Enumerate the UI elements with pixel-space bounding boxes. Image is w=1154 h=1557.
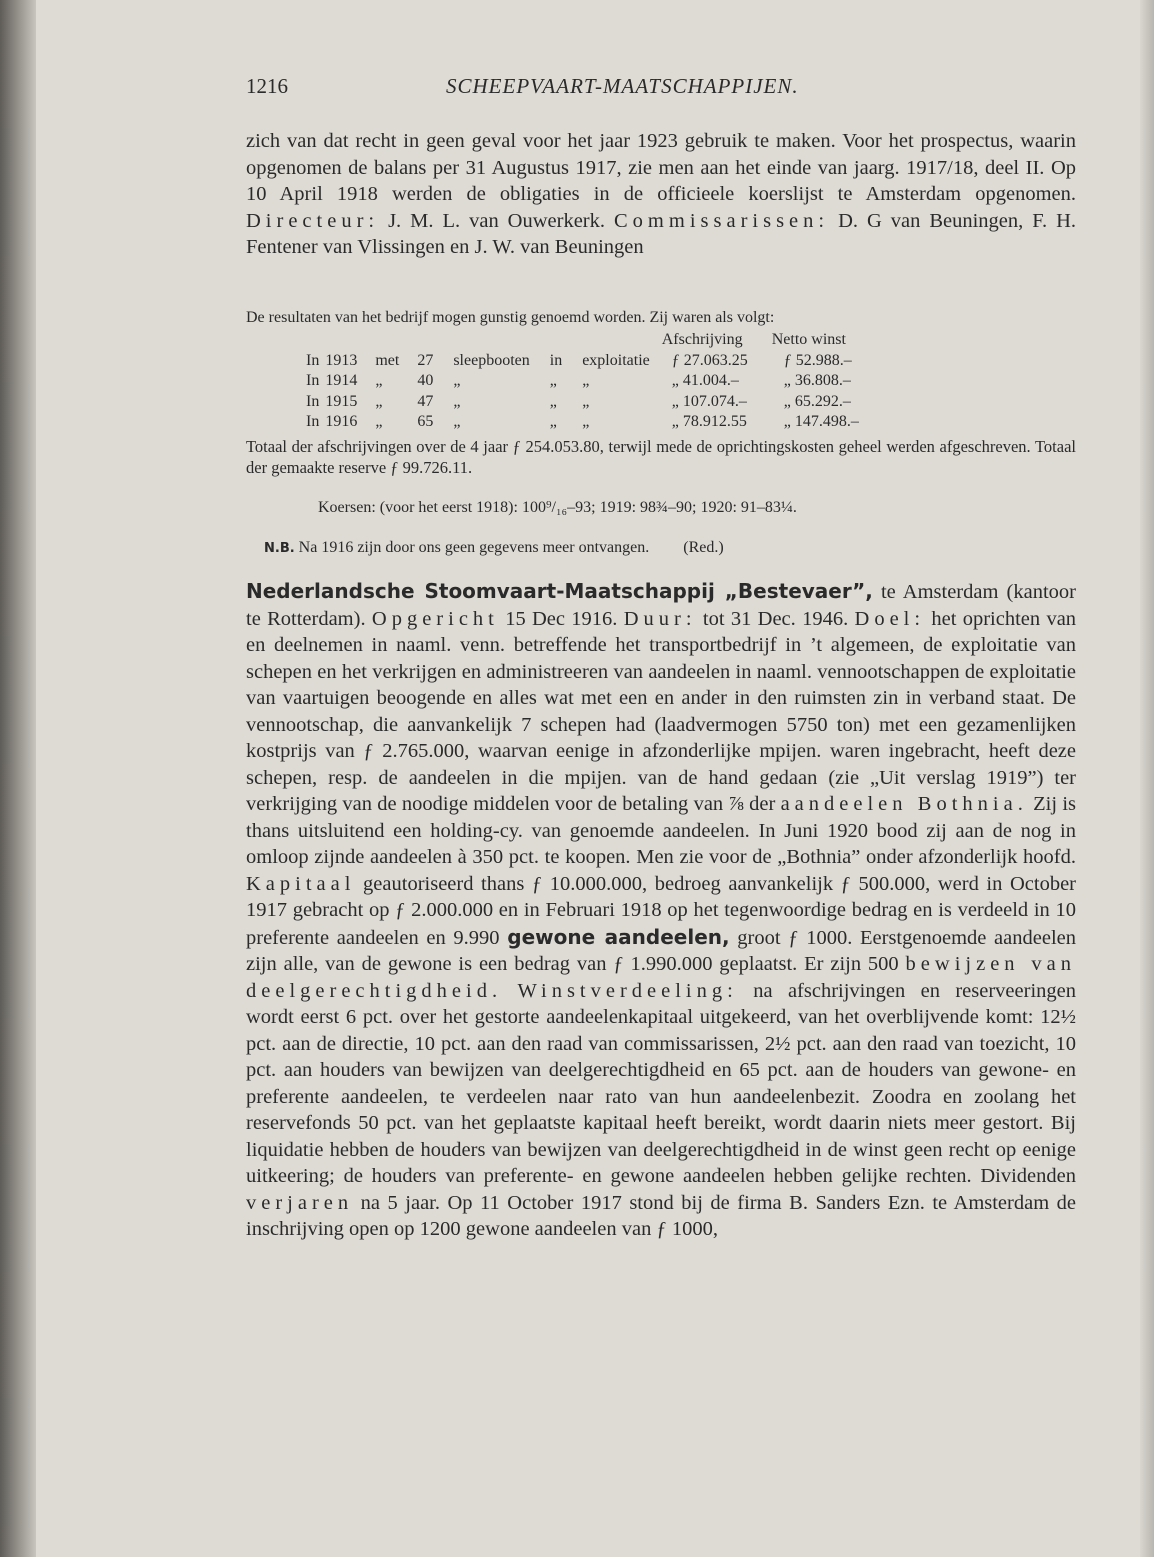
table-cell-year: 1916 bbox=[325, 413, 358, 430]
final-text: na 5 jaar. Op 11 October 1917 stond bij de firma B. Sanders Ezn. te Amsterdam de inschrijving open op 1200 gewone aandeelen van ƒ 1000, bbox=[246, 1191, 1077, 1240]
article-paragraph bbox=[246, 578, 1076, 1243]
gewone-rest: groot ƒ 1000. Eerstgenoemde aandeelen zijn alle, van de gewone is een bedrag van ƒ 1.990.000 geplaatst. Er zijn 500 bbox=[246, 926, 1076, 975]
table-cell-in2: „ bbox=[549, 372, 557, 389]
table-cell-year: 1914 bbox=[325, 372, 358, 389]
book-binding-shadow bbox=[0, 0, 36, 1557]
kapitaal-value: geautoriseerd thans ƒ 10.000.000, bedroeg aanvankelijk ƒ 500.000, werd in October 1917 gebracht op ƒ 2.000.000 en in Februari 1918 op het tegenwoordige bedrag en is verdeeld in 10 preferente aandeelen en 9.990 bbox=[246, 872, 1076, 949]
table-cell-met: „ bbox=[375, 413, 383, 430]
table-cell-afschr: „ 78.912.55 bbox=[671, 413, 747, 430]
table-cell-netto: „ 36.808.– bbox=[783, 372, 851, 389]
company-location: te Amsterdam (kantoor te Rotterdam). bbox=[246, 581, 1076, 630]
nb-red: (Red.) bbox=[683, 539, 724, 556]
table-cell-in: In bbox=[306, 372, 320, 389]
table-row bbox=[306, 392, 865, 413]
table-cell-expl: exploitatie bbox=[582, 351, 650, 369]
table-cell-netto: „ 65.292.– bbox=[783, 392, 851, 410]
table-row bbox=[306, 371, 865, 392]
duur-value: tot 31 Dec. 1946. bbox=[702, 607, 849, 630]
col-afschrijving: Afschrijving bbox=[661, 331, 743, 348]
table-cell-in: In bbox=[306, 351, 320, 369]
gewone-aandeelen: gewone aandeelen, bbox=[507, 924, 730, 949]
duur-label: Duur: bbox=[623, 607, 697, 630]
running-header bbox=[246, 74, 1076, 106]
table-cell-in: In bbox=[306, 413, 320, 430]
bothnia-spaced: aandeelen Bothnia. bbox=[780, 793, 1028, 815]
table-row bbox=[306, 351, 865, 372]
table-cell-expl: „ bbox=[582, 413, 590, 430]
nb-line bbox=[264, 538, 1064, 559]
table-cell-year: 1913 bbox=[325, 351, 358, 369]
table-cell-afschr: ƒ 27.063.25 bbox=[671, 351, 748, 369]
table-cell-afschr: „ 41.004.– bbox=[671, 372, 739, 389]
table-cell-in: In bbox=[306, 392, 320, 410]
doel-value: het oprichten van en deelnemen in naaml. venn. betreffende het transportbedrijf in ’t algemeen, de exploitatie van schepen en het verkrijgen en administreeren van aandeelen in naaml. vennootschappen de exploitatie van vaartuigen beoogende en alles wat met een en ander in den ruimsten zin in verband staat. De vennootschap, die aanvankelijk 7 schepen had (laadvermogen 5750 ton) met een gezamenlijken kostprijs van ƒ 2.765.000, waarvan eenige in afzonderlijke mpijen. waren ingebracht, heeft deze schepen, resp. de aandeelen in die mpijen. van de hand gedaan (zie „Uit verslag 1919”) ter verkrijging van de noodige middelen voor de betaling van ⅞ der bbox=[246, 607, 1077, 815]
table-cell-afschr: „ 107.074.– bbox=[671, 392, 747, 410]
opgericht-label: Opgericht bbox=[371, 607, 499, 630]
holding-text: Zij is thans uitsluitend een holding-cy. van genoemde aandeelen. In Juni 1920 bood zij aan de nog in omloop zijnde aandeelen à 350 pct. te koopen. Men zie voor de „Bothnia” onder afzonderlijk hoofd. bbox=[246, 793, 1076, 868]
table-cell-boats: „ bbox=[453, 413, 461, 430]
doel-label: Doel: bbox=[854, 607, 926, 630]
results-body bbox=[306, 351, 865, 433]
table-cell-met: „ bbox=[375, 372, 383, 389]
commissarissen-value: D. G van Beuningen, F. H. Fentener van Vlissingen en J. W. van Beuningen bbox=[246, 209, 1077, 258]
col-netto-winst: Netto winst bbox=[771, 331, 846, 348]
intro-paragraph bbox=[246, 128, 1076, 261]
table-cell-boats: sleepbooten bbox=[453, 351, 530, 369]
commissarissen-label: Commissarissen: bbox=[614, 209, 830, 232]
directeur-label: Directeur: bbox=[246, 209, 380, 232]
results-header-row bbox=[306, 330, 865, 351]
table-cell-count: 27 bbox=[417, 351, 434, 369]
results-lead: De resultaten van het bedrijf mogen gunstig genoemd worden. Zij waren als volgt: bbox=[246, 309, 775, 326]
table-cell-in2: in bbox=[549, 351, 563, 369]
opgericht-value: 15 Dec 1916. bbox=[505, 607, 618, 630]
page-number: 1216 bbox=[246, 74, 288, 98]
results-table bbox=[306, 330, 865, 433]
kapitaal-label: Kapitaal bbox=[246, 872, 356, 895]
winstverdeeling-value: na afschrijvingen en reserveeringen wordt eerst 6 pct. over het gestorte aandeelenkapitaal uitgekeerd, van het overblijvende komt: 12½ pct. aan de directie, 10 pct. aan den raad van commissarissen, 2½ pct. aan den raad van toezicht, 10 pct. aan houders van bewijzen van deelgerechtigdheid en 65 pct. aan de houders van gewone- en preferente aandeelen, te verdeelen naar rato van hun aandeelenbezit. Zoodra en zoolang het reservefonds 50 pct. van het geplaatste kapitaal heeft bereikt, wordt daarin niets meer gestort. Bij liquidatie hebben de houders van bewijzen van deelgerechtigdheid in de winst geen recht op eenige uitkeering; de houders van preferente- en gewone aandeelen hebben gelijke rechten. Dividenden bbox=[246, 979, 1076, 1187]
table-row bbox=[306, 412, 865, 433]
verjaren-label: verjaren bbox=[246, 1191, 354, 1214]
table-cell-expl: „ bbox=[582, 372, 590, 389]
directeur-value: J. M. L. van Ouwerkerk. bbox=[388, 209, 606, 232]
table-cell-boats: „ bbox=[453, 372, 461, 389]
table-cell-in2: „ bbox=[549, 413, 557, 430]
running-title: SCHEEPVAART-MAATSCHAPPIJEN. bbox=[446, 74, 799, 98]
table-cell-netto: ƒ 52.988.– bbox=[783, 351, 852, 369]
table-cell-year: 1915 bbox=[325, 392, 358, 410]
nb-label: N.B. bbox=[264, 541, 295, 556]
page-edge bbox=[1140, 0, 1154, 1557]
table-cell-in2: „ bbox=[549, 392, 557, 410]
table-cell-met: „ bbox=[375, 392, 383, 410]
table-cell-count: 40 bbox=[417, 372, 434, 389]
book-page bbox=[36, 0, 1140, 1557]
company-name: Nederlandsche Stoomvaart-Maatschappij „Bestevaer”, bbox=[246, 579, 873, 603]
koersen-line: Koersen: (voor het eerst 1918): 100⁹/₁₆–93; 1919: 98¾–90; 1920: 91–83¼. bbox=[318, 499, 797, 516]
table-cell-count: 65 bbox=[417, 413, 434, 430]
nb-text: Na 1916 zijn door ons geen gegevens meer ontvangen. bbox=[298, 539, 650, 556]
table-cell-boats: „ bbox=[453, 392, 461, 410]
table-cell-met: met bbox=[375, 351, 400, 369]
bewijzen-label: bewijzen van deelgerechtigdheid. bbox=[246, 953, 1076, 1002]
table-cell-expl: „ bbox=[582, 392, 590, 410]
totaal-paragraph: Totaal der afschrijvingen over de 4 jaar ƒ 254.053.80, terwijl mede de oprichtingskosten geheel werden afgeschreven. Totaal der gemaakte reserve ƒ 99.726.11. bbox=[246, 437, 1076, 477]
intro-text: zich van dat recht in geen geval voor het jaar 1923 gebruik te maken. Voor het prospectus, waarin opgenomen de balans per 31 Augustus 1917, zie men aan het einde van jaarg. 1917/18, deel II. Op 10 April 1918 werden de obligaties in de officieele koerslijst te Amsterdam opgenomen. bbox=[246, 130, 1076, 205]
table-cell-netto: „ 147.498.– bbox=[783, 413, 859, 430]
winstverdeeling-label: Winstverdeeling: bbox=[517, 979, 738, 1002]
table-cell-count: 47 bbox=[417, 392, 434, 410]
